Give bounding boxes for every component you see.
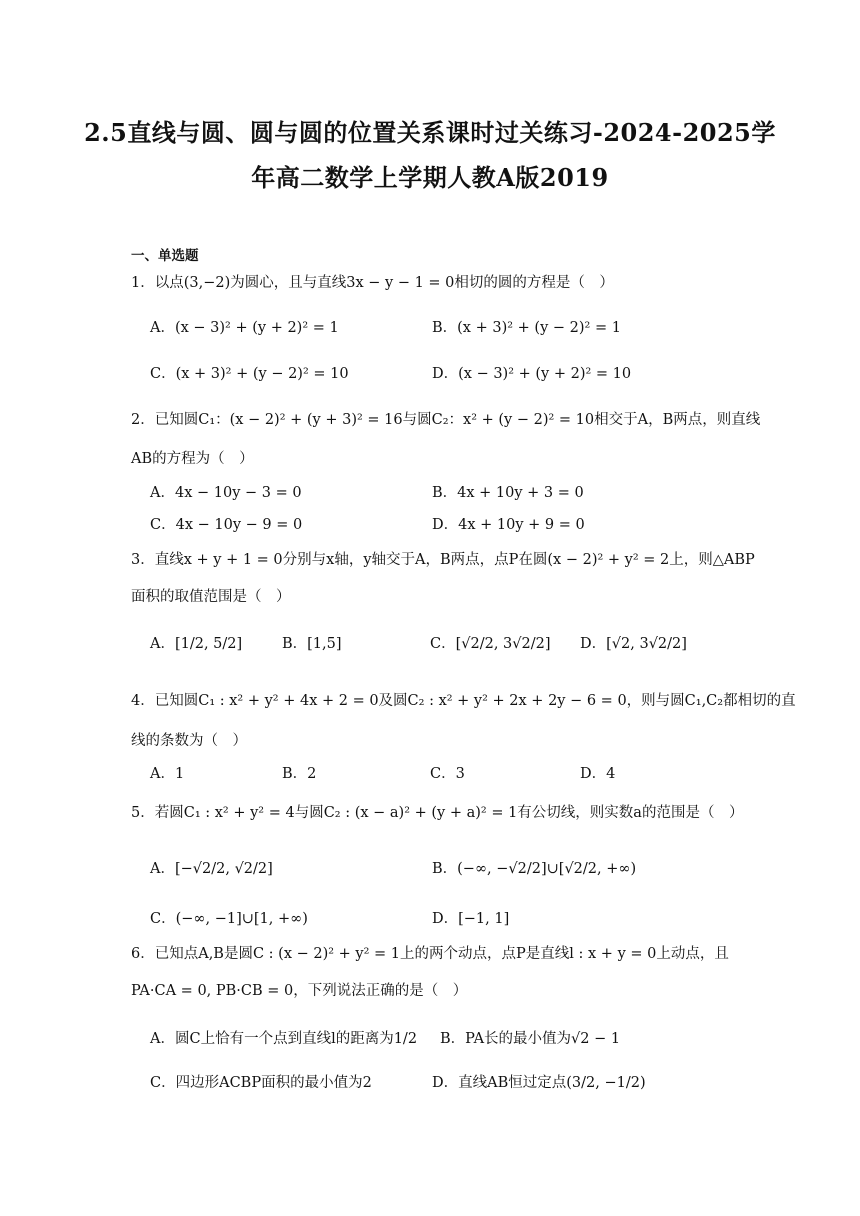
question-4-option-b: B．2 bbox=[282, 766, 317, 782]
question-5-option-b: B．(−∞, −√2/2]∪[√2/2, +∞) bbox=[432, 861, 637, 877]
question-1-option-c: C．(x + 3)² + (y − 2)² = 10 bbox=[150, 366, 349, 382]
question-4-option-c: C．3 bbox=[430, 766, 465, 782]
question-5-option-a: A．[−√2/2, √2/2] bbox=[150, 861, 273, 877]
question-5-stem: 5．若圆C₁ : x² + y² = 4与圆C₂ : (x − a)² + (y + a)² = 1有公切线，则实数a的范围是（ ） bbox=[131, 805, 744, 821]
question-5-option-c: C．(−∞, −1]∪[1, +∞) bbox=[150, 911, 308, 927]
question-3-option-d: D．[√2, 3√2/2] bbox=[580, 636, 687, 652]
question-4-option-a: A．1 bbox=[150, 766, 185, 782]
question-3-option-b: B．[1,5] bbox=[282, 636, 342, 652]
question-1-option-b: B．(x + 3)² + (y − 2)² = 1 bbox=[432, 320, 621, 336]
question-4-stem-line-2: 线的条数为（ ） bbox=[131, 733, 247, 749]
question-6-stem-line-1: 6．已知点A,B是圆C : (x − 2)² + y² = 1上的两个动点，点P是直线l : x + y = 0上动点，且 bbox=[131, 946, 729, 962]
document-title-line-1: 2.5直线与圆、圆与圆的位置关系课时过关练习-2024-2025学 bbox=[84, 118, 776, 147]
question-2-stem-line-2: AB的方程为（ ） bbox=[131, 451, 254, 467]
question-3-option-c: C．[√2/2, 3√2/2] bbox=[430, 636, 551, 652]
question-6-option-a: A．圆C上恰有一个点到直线l的距离为1/2 bbox=[150, 1031, 418, 1047]
question-2-option-b: B．4x + 10y + 3 = 0 bbox=[432, 485, 584, 501]
question-6-option-d: D．直线AB恒过定点(3/2, −1/2) bbox=[432, 1075, 646, 1091]
question-1-option-a: A．(x − 3)² + (y + 2)² = 1 bbox=[150, 320, 339, 336]
question-3-stem-line-1: 3．直线x + y + 1 = 0分别与x轴，y轴交于A，B两点，点P在圆(x − 2)² + y² = 2上，则△ABP bbox=[131, 552, 755, 568]
question-6-stem-line-2: PA·CA = 0, PB·CB = 0，下列说法正确的是（ ） bbox=[131, 983, 468, 999]
question-2-stem-line-1: 2．已知圆C₁：(x − 2)² + (y + 3)² = 16与圆C₂：x² + (y − 2)² = 10相交于A，B两点，则直线 bbox=[131, 412, 761, 428]
question-6-option-c: C．四边形ACBP面积的最小值为2 bbox=[150, 1075, 372, 1091]
question-2-option-a: A．4x − 10y − 3 = 0 bbox=[150, 485, 302, 501]
question-3-stem-line-2: 面积的取值范围是（ ） bbox=[131, 589, 291, 605]
question-2-option-d: D．4x + 10y + 9 = 0 bbox=[432, 517, 585, 533]
document-title-line-2: 年高二数学上学期人教A版2019 bbox=[251, 163, 609, 192]
question-1-option-d: D．(x − 3)² + (y + 2)² = 10 bbox=[432, 366, 632, 382]
question-5-option-d: D．[−1, 1] bbox=[432, 911, 510, 927]
question-6-option-b: B．PA长的最小值为√2 − 1 bbox=[440, 1031, 621, 1047]
section-heading: 一、单选题 bbox=[131, 248, 199, 264]
question-4-stem-line-1: 4．已知圆C₁ : x² + y² + 4x + 2 = 0及圆C₂ : x² + y² + 2x + 2y − 6 = 0，则与圆C₁,C₂都相切的直 bbox=[131, 693, 796, 709]
question-2-option-c: C．4x − 10y − 9 = 0 bbox=[150, 517, 303, 533]
question-4-option-d: D．4 bbox=[580, 766, 616, 782]
question-1-stem: 1．以点(3,−2)为圆心，且与直线3x − y − 1 = 0相切的圆的方程是（ ） bbox=[131, 275, 614, 291]
question-3-option-a: A．[1/2, 5/2] bbox=[150, 636, 243, 652]
